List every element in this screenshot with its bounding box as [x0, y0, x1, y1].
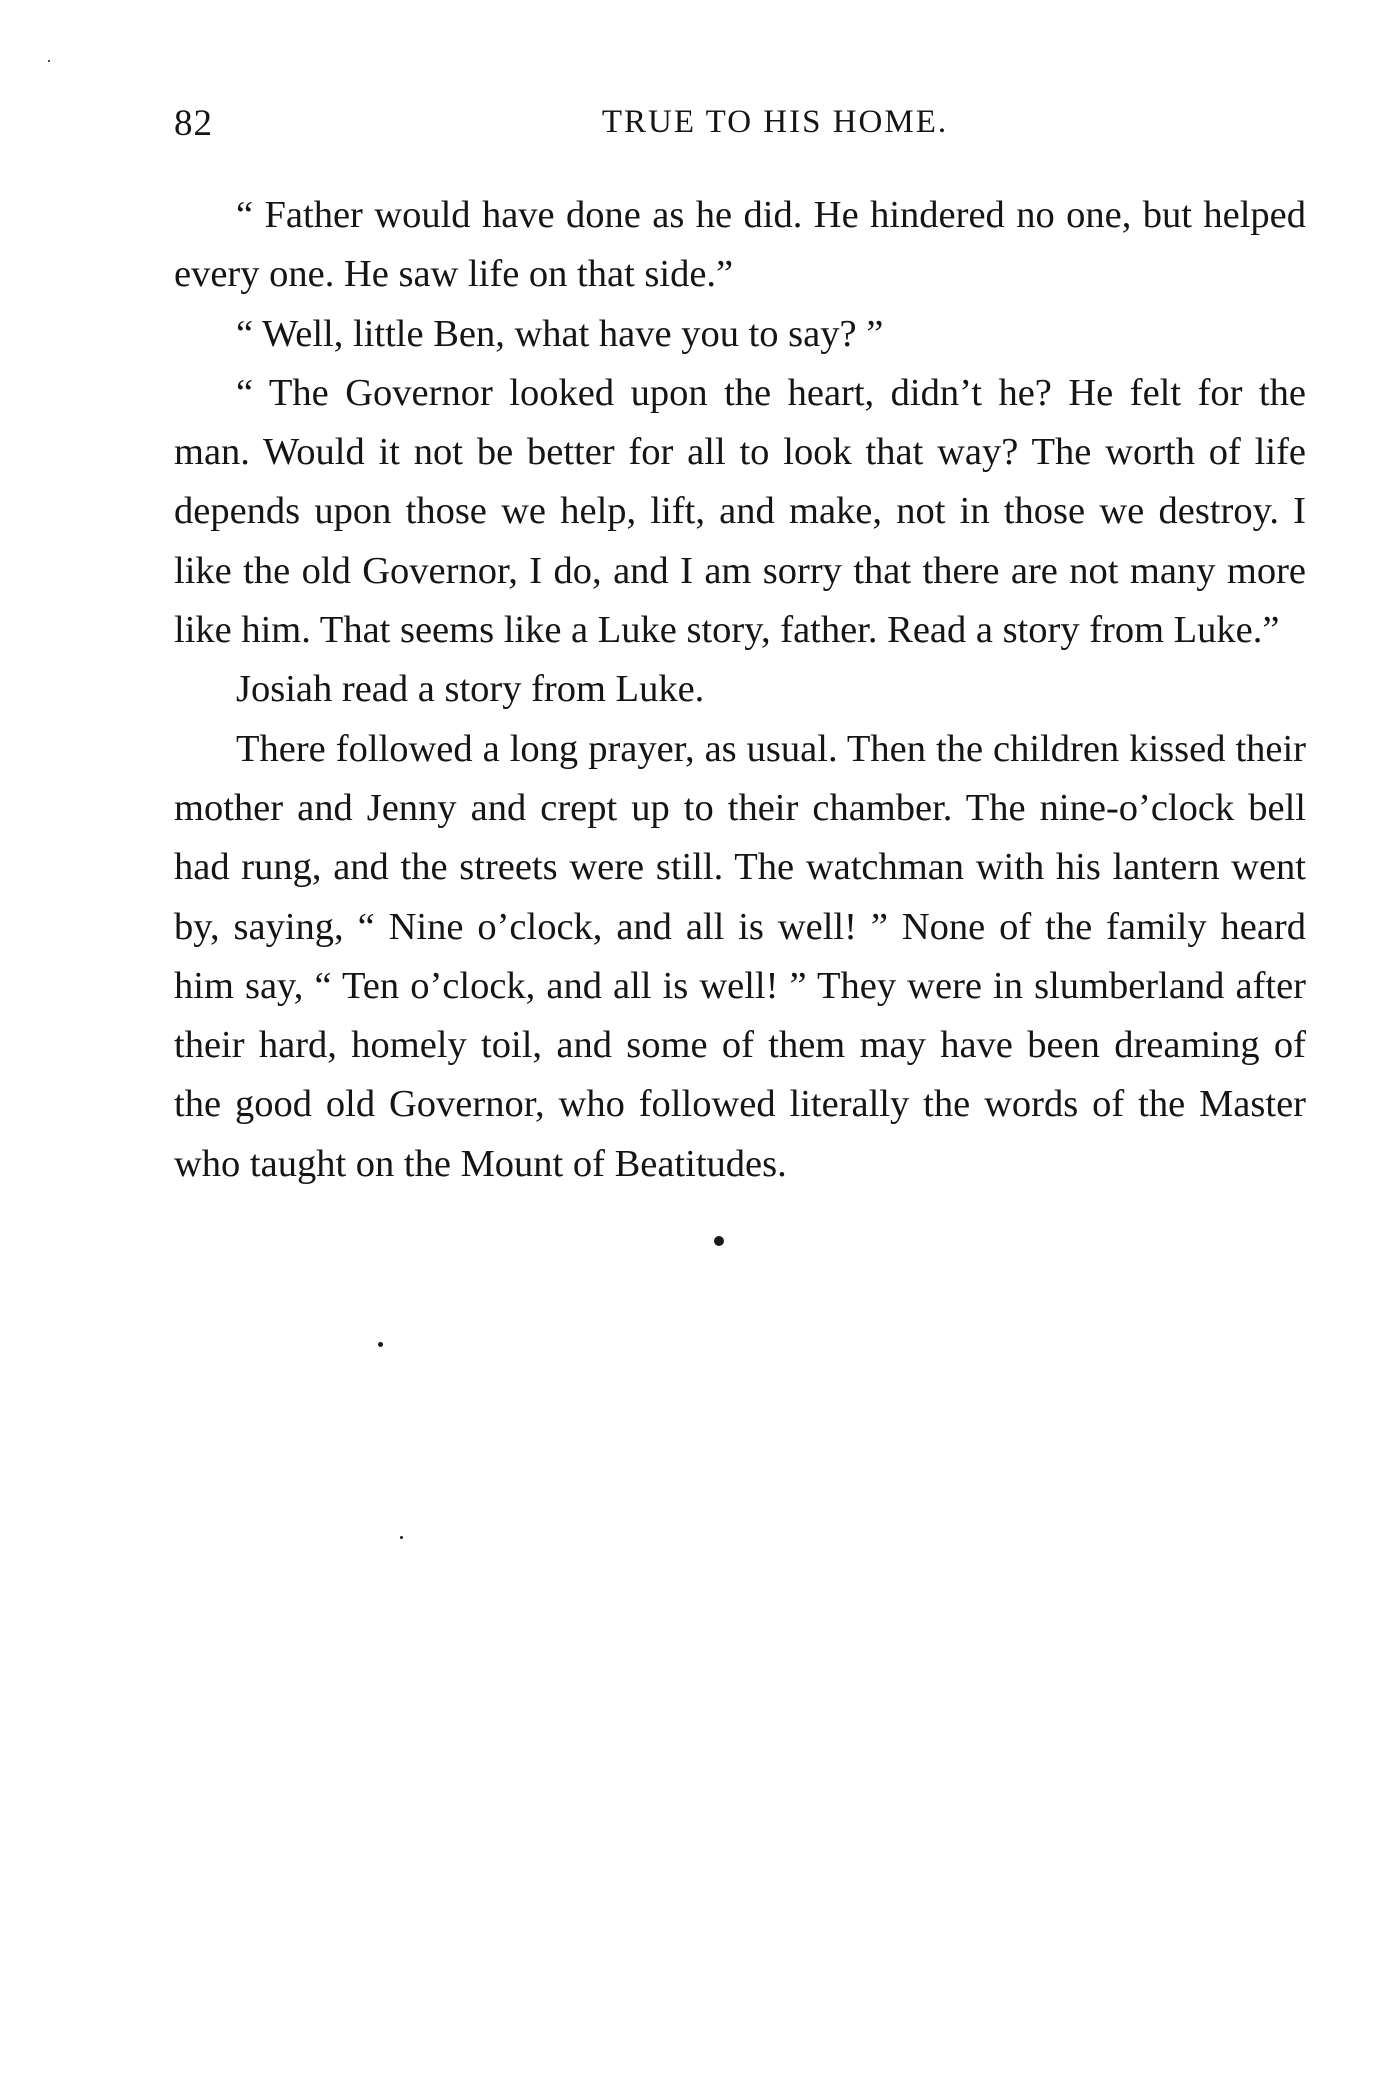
- body-text: [174, 186, 1306, 1194]
- paragraph-little-ben: “ Well, little Ben, what have you to say? ”: [236, 312, 884, 355]
- paragraph-josiah-read: Josiah read a story from Luke.: [236, 668, 705, 711]
- page-header: [174, 102, 1306, 152]
- ink-speck-dot: [48, 60, 50, 62]
- paragraph-father-quote: “ Father would have done as he did. He hindered no one, but helped every one. He saw life on that side.”: [174, 194, 1306, 296]
- ink-speck-dot: [714, 1236, 724, 1246]
- running-title: TRUE TO HIS HOME.: [601, 104, 949, 140]
- paragraph-long-prayer: There followed a long prayer, as usual. Then the children kissed their mother and Jenny and crept up to their chamber. The nine-o’clock bell had rung, and the streets were still. The watchman with his lantern went by, saying, “ Nine o’clock, and all is well! ” None of the family heard him say, “ Ten o’clock, and all is well! ” They were in slumberland after their hard, homely toil, and some of them may have been dreaming of the good old Governor, who followed literally the words of the Master who taught on the Mount of Beatitudes.: [174, 727, 1306, 1185]
- paragraph-governor-heart: “ The Governor looked upon the heart, didn’t he? He felt for the man. Would it not be better for all to look that way? The worth of life depends upon those we help, lift, and make, not in those we destroy. I like the old Governor, I do, and I am sorry that there are not many more like him. That seems like a Luke story, father. Read a story from Luke.”: [174, 371, 1306, 652]
- page-number: 82: [174, 103, 213, 144]
- ink-speck-dot: [400, 1536, 403, 1539]
- ink-speck-dot: [378, 1342, 383, 1347]
